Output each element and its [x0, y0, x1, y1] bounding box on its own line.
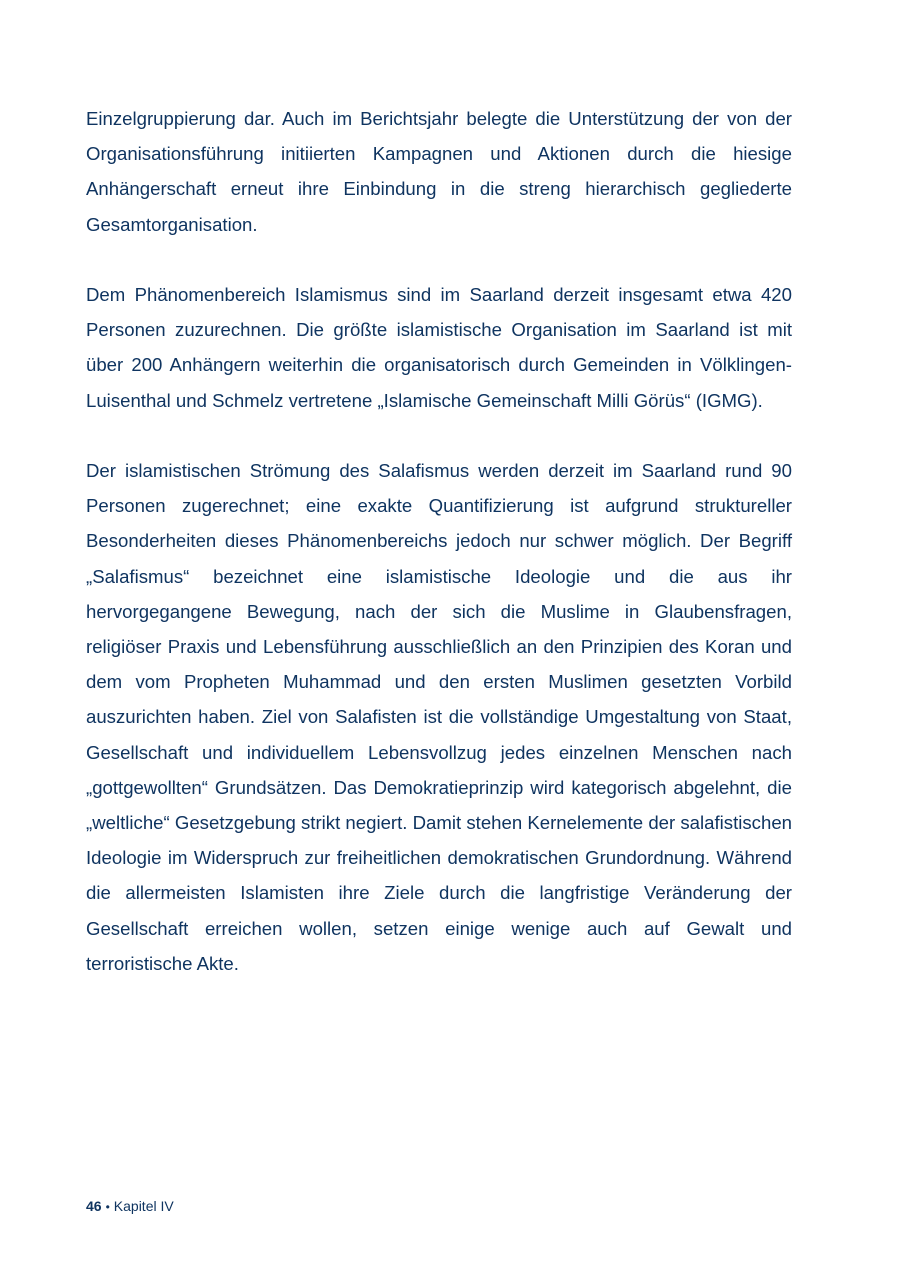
body-text: [86, 101, 792, 981]
page-footer: [86, 1196, 174, 1217]
paragraph-islamismus: Dem Phänomenbereich Islamismus sind im Saarland derzeit insgesamt etwa 420 Personen zuzurechnen. Die größte islamistische Organisation im Saarland ist mit über 200 Anhängern weiterhin die organisatorisch durch Gemeinden in Völklingen-Luisenthal und Schmelz vertretene „Islamische Gemeinschaft Milli Görüs“ (IGMG).: [86, 284, 792, 411]
paragraph-salafismus: Der islamistischen Strömung des Salafismus werden derzeit im Saarland rund 90 Personen zugerechnet; eine exakte Quantifizierung ist aufgrund struktureller Besonderheiten dieses Phänomenbereichs jedoch nur schwer möglich. Der Begriff „Salafismus“ bezeichnet eine islamistische Ideologie und die aus ihr hervorgegangene Bewegung, nach der sich die Muslime in Glaubensfragen, religiöser Praxis und Lebensführung ausschließlich an den Prinzipien des Koran und dem vom Propheten Muhammad und den ersten Muslimen gesetzten Vorbild auszurichten haben. Ziel von Salafisten ist die vollständige Umgestaltung von Staat, Gesellschaft und individuellem Lebensvollzug jedes einzelnen Menschen nach „gottgewollten“ Grundsätzen. Das Demokratieprinzip wird kategorisch abgelehnt, die „weltliche“ Gesetzgebung strikt negiert. Damit stehen Kernelemente der salafistischen Ideologie im Widerspruch zur freiheitlichen demokratischen Grundordnung. Während die allermeisten Islamisten ihre Ziele durch die langfristige Veränderung der Gesellschaft erreichen wollen, setzen einige wenige auch auf Gewalt und terroristische Akte.: [86, 460, 792, 974]
paragraph-organisation: Einzelgruppierung dar. Auch im Berichtsjahr belegte die Unterstützung der von der Organisationsführung initiierten Kampagnen und Aktionen durch die hiesige Anhängerschaft erneut ihre Einbindung in die streng hierarchisch gegliederte Gesamtorganisation.: [86, 108, 792, 235]
chapter-label: Kapitel IV: [113, 1198, 174, 1214]
page-number: 46: [86, 1198, 102, 1214]
footer-separator: •: [105, 1200, 110, 1214]
